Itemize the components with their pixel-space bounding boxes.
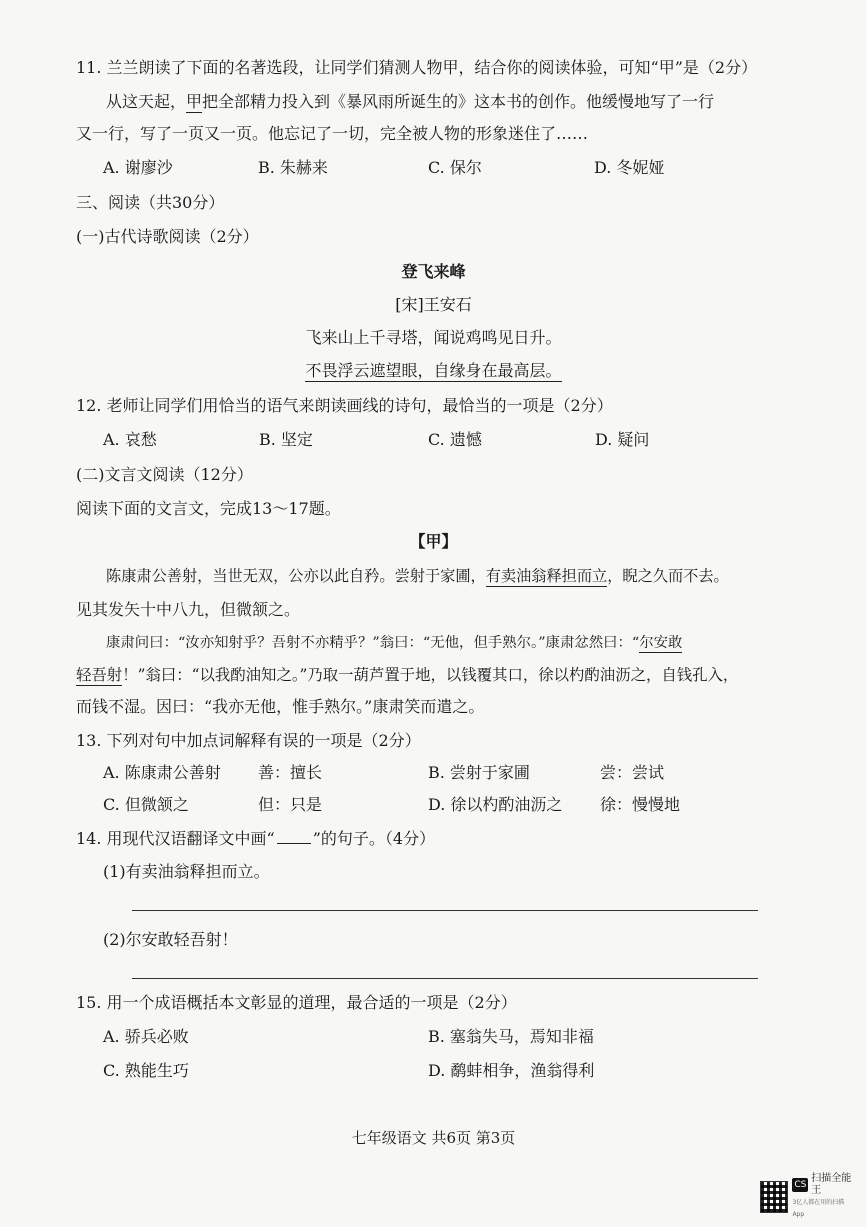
poem-line1: 飞来山上千寻塔，闻说鸡鸣见日升。 — [305, 328, 562, 347]
q13-opt-c-text: C. 但微颔之 — [103, 795, 189, 814]
q11-option-d: D. 冬妮娅 — [594, 158, 665, 177]
camscanner-badge — [760, 1173, 855, 1218]
q12-option-d: D. 疑问 — [595, 430, 650, 449]
wenyan-p1-line2: 见其发矢十中八九，但微颔之。 — [76, 600, 301, 619]
q13-opt-a-text: A. 陈康肃公善射 — [103, 763, 221, 782]
q12-option-c: C. 遗憾 — [428, 430, 482, 449]
wenyan-p1-line1: 陈康肃公善射，当世无双，公亦以此自矜。尝射于家圃，有卖油翁释担而立，睨之久而不去。 — [106, 567, 729, 585]
q12-option-a: A. 哀愁 — [103, 430, 157, 449]
q12-option-b: B. 坚定 — [259, 430, 313, 449]
wenyan-p2-line3: 而钱不湿。因曰：“我亦无他，惟手熟尔。”康肃笑而遣之。 — [76, 697, 485, 716]
badge-title: 扫描全能王 — [811, 1173, 852, 1196]
poem-author: [宋]王安石 — [395, 295, 472, 314]
q13-opt-d-gloss: 徐：慢慢地 — [600, 795, 681, 814]
q14-stem: 14. 用现代汉语翻译文中画“ ”的句子。（4分） — [76, 829, 436, 848]
q14-sentence2: (2)尔安敢轻吾射！ — [103, 930, 238, 949]
camscanner-logo-icon: CS — [794, 1180, 807, 1190]
answer-line-1[interactable] — [132, 910, 758, 911]
q15-option-d: D. 鹬蚌相争，渔翁得利 — [428, 1061, 595, 1080]
q11-passage-line1: 从这天起，甲把全部精力投入到《暴风雨所诞生的》这本书的创作。他缓慢地写了一行 — [106, 92, 715, 111]
poem-line2: 不畏浮云遮望眼，自缘身在最高层。 — [305, 361, 562, 380]
q11-option-a: A. 谢廖沙 — [103, 158, 173, 177]
q14-sentence1: (1)有卖油翁释担而立。 — [103, 862, 270, 881]
section3-title: 三、阅读（共30分） — [76, 193, 225, 212]
q13-opt-c-gloss: 但：只是 — [258, 795, 323, 814]
part2-title: (二)文言文阅读（12分） — [76, 465, 253, 484]
q15-option-b: B. 塞翁失马，焉知非福 — [428, 1027, 594, 1046]
q13-opt-b-gloss: 尝：尝试 — [600, 763, 665, 782]
q15-stem: 15. 用一个成语概括本文彰显的道理，最合适的一项是（2分） — [76, 993, 517, 1012]
q13-opt-d-text: D. 徐以杓酌油沥之 — [428, 795, 563, 814]
part2-instruction: 阅读下面的文言文，完成13～17题。 — [76, 499, 341, 518]
wenyan-p2-line1: 康肃问曰：“汝亦知射乎？吾射不亦精乎？”翁曰：“无他，但手熟尔。”康肃忿然曰：“尔安敢 — [106, 635, 683, 651]
jia-heading: 【甲】 — [409, 532, 458, 551]
q13-opt-a-gloss: 善：擅长 — [258, 763, 323, 782]
wenyan-p2-line2: 轻吾射！”翁曰：“以我酌油知之。”乃取一葫芦置于地，以钱覆其口，徐以杓酌油沥之，自钱孔入， — [76, 666, 739, 684]
badge-text-group — [792, 1173, 855, 1221]
page-footer: 七年级语文 共6页 第3页 — [351, 1129, 516, 1147]
q13-stem: 13. 下列对句中加点词解释有误的一项是（2分） — [76, 731, 421, 750]
part1-title: (一)古代诗歌阅读（2分） — [76, 227, 259, 246]
poem-title: 登飞来峰 — [401, 262, 466, 281]
blank-line — [277, 829, 311, 844]
jia-underline: 甲 — [186, 92, 203, 111]
qr-code-icon — [760, 1181, 788, 1213]
answer-line-2[interactable] — [132, 978, 758, 979]
q11-passage-line2: 又一行，写了一页又一页。他忘记了一切，完全被人物的形象迷住了…… — [76, 124, 589, 143]
q11-option-b: B. 朱赫来 — [258, 158, 328, 177]
q13-opt-b-text: B. 尝射于家圃 — [428, 763, 530, 782]
q11-stem: 11. 兰兰朗读了下面的名著选段，让同学们猜测人物甲，结合你的阅读体验，可知“甲”是（2分） — [76, 58, 758, 77]
q11-option-c: C. 保尔 — [428, 158, 482, 177]
q15-option-c: C. 熟能生巧 — [103, 1061, 189, 1080]
q15-option-a: A. 骄兵必败 — [103, 1027, 189, 1046]
badge-subtitle: 3亿人都在用的扫描App — [792, 1199, 845, 1218]
q12-stem: 12. 老师让同学们用恰当的语气来朗读画线的诗句，最恰当的一项是（2分） — [76, 396, 613, 415]
